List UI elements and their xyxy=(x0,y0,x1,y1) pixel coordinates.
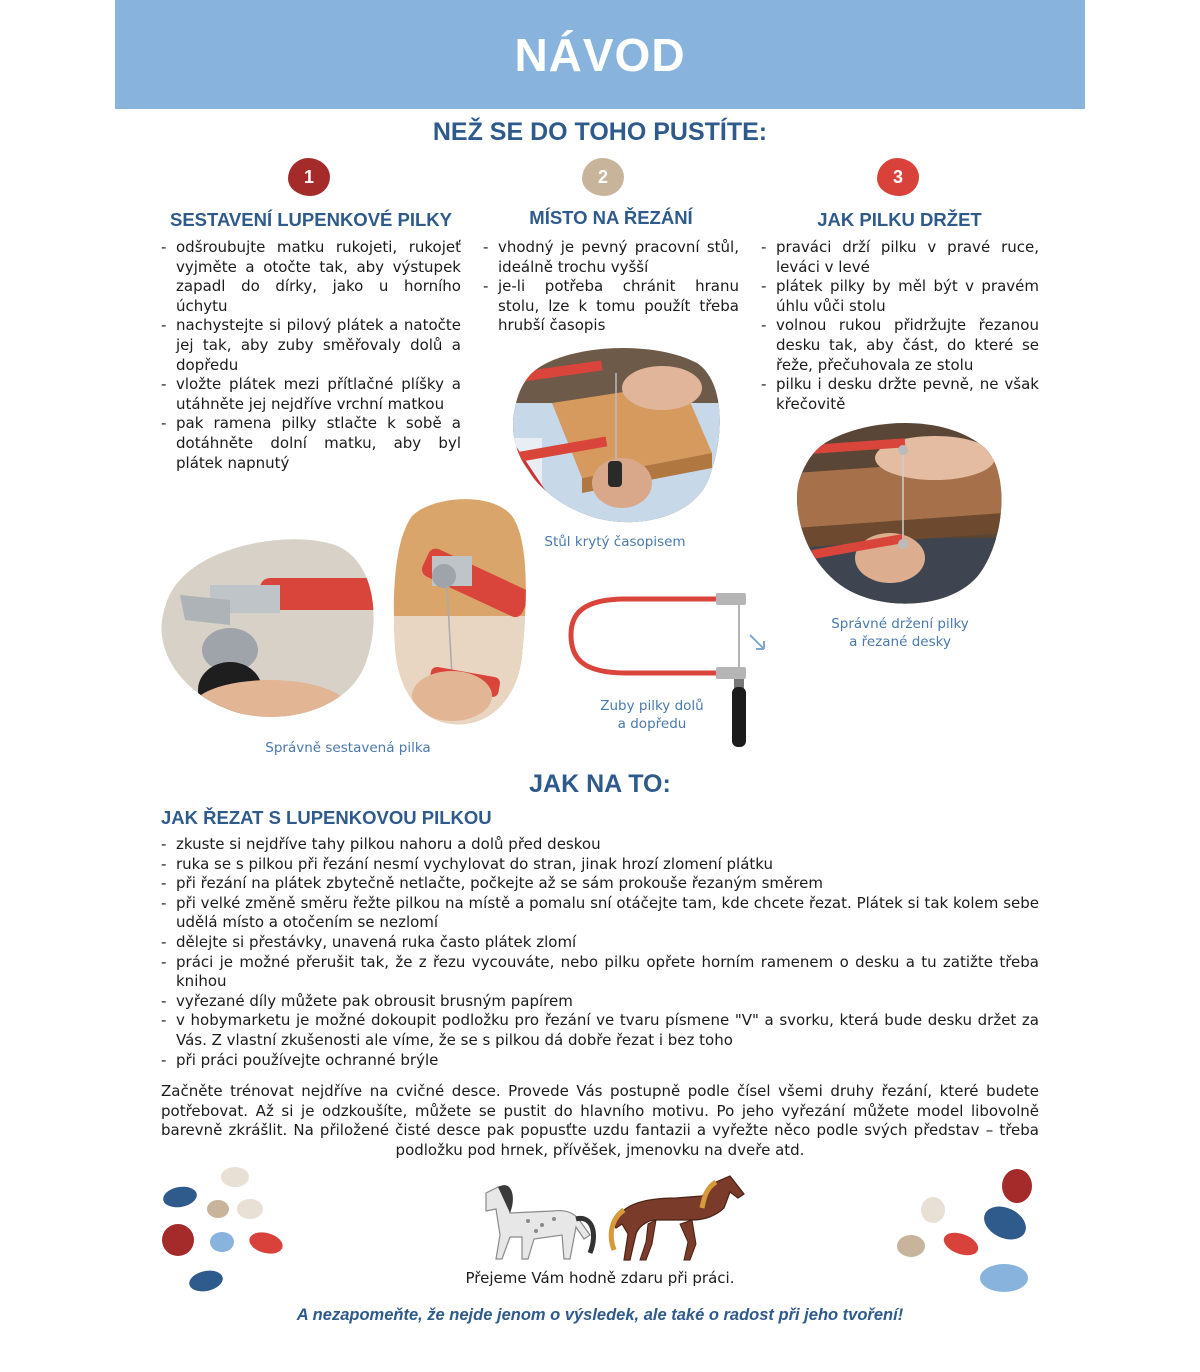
list-item: - při velké změně směru řežte pilkou na místě a pomalu sní otáčejte tam, kde chcete řezat. Plátek si tak kolem sebe udělá místo a otočením se nezlomí xyxy=(161,894,1039,933)
list-item: - odšroubujte matku rukojeti, rukojeť vyjměte a otočte tak, aby výstupek zapadl do dírky, jako u horního úchytu xyxy=(161,238,461,316)
caption-teeth-line-1: Zuby pilky dolů xyxy=(600,698,704,714)
caption-holding xyxy=(800,615,1000,651)
caption-holding-line-2: a řezané desky xyxy=(849,634,951,650)
step-2-list xyxy=(483,238,739,336)
step-3-list xyxy=(761,238,1039,414)
photo-saw-blade-mount xyxy=(392,496,527,726)
list-item: - pak ramena pilky stlačte k sobě a dotáhněte dolní matku, aby byl plátek napnutý xyxy=(161,414,461,473)
list-item: - pilku i desku držte pevně, ne však křečovitě xyxy=(761,375,1039,414)
list-item: - při práci používejte ochranné brýle xyxy=(161,1051,1039,1071)
howto-title: JAK NA TO: xyxy=(529,770,671,798)
intro-paragraph: Začněte trénovat nejdříve na cvičné desce. Provede Vás postupně podle čísel všemi druhy řezání, které budete potřebovat. Až si je odzkoušíte, můžete se pustit do hlavního motivu. Po jeho vyřezání můžete model libovolně barevně zkrášlit. Na přiložené čisté desce pak popusťte uzdu fantazii a vyřežte něco podle svých představ – třeba podložku pod hrnek, přívěšek, jmenovku na dveře atd. xyxy=(161,1082,1039,1159)
list-item: - volnou rukou přidržujte řezanou desku tak, aby část, do které se řeže, přečuhovala ze stolu xyxy=(761,316,1039,375)
page-title: NÁVOD xyxy=(514,28,686,81)
step-2-title: MÍSTO NA ŘEZÁNÍ xyxy=(529,207,693,228)
list-item: - ruka se s pilkou při řezání nesmí vychylovat do stran, jinak hrozí zlomení plátku xyxy=(161,855,1039,875)
header-banner xyxy=(115,0,1085,109)
list-item: - dělejte si přestávky, unavená ruka často plátek zlomí xyxy=(161,933,1039,953)
list-item: - zkuste si nejdříve tahy pilkou nahoru a dolů před deskou xyxy=(161,835,1039,855)
photo-table-magazine xyxy=(512,343,724,528)
list-item: - vhodný je pevný pracovní stůl, ideálně trochu vyšší xyxy=(483,238,739,277)
list-item: - v hobymarketu je možné dokoupit podložku pro řezání ve tvaru písmene "V" a svorku, která bude desku držet za Vás. Z vlastní zkušenosti ale víme, že se s pilkou dá dobře řezat i bez toho xyxy=(161,1011,1039,1050)
wish-text: Přejeme Vám hodně zdaru při práci. xyxy=(465,1269,735,1287)
step-3-title: JAK PILKU DRŽET xyxy=(817,209,982,230)
caption-teeth xyxy=(582,697,722,733)
list-item: - vyřezané díly můžete pak obrousit brusným papírem xyxy=(161,992,1039,1012)
list-item: - při řezání na plátek zbytečně netlačte, počkejte až se sám prokouše řezaným směrem xyxy=(161,874,1039,894)
step-1-list xyxy=(161,238,461,473)
step-2-badge: 2 xyxy=(582,158,624,196)
horse-spotted-illustration xyxy=(458,1175,598,1269)
photo-correct-holding xyxy=(795,418,1005,608)
caption-table: Stůl krytý časopisem xyxy=(544,534,686,550)
caption-holding-line-1: Správné držení pilky xyxy=(831,616,969,632)
list-item: - vložte plátek mezi přítlačné plíšky a utáhněte jej nejdříve vrchní matkou xyxy=(161,375,461,414)
howto-list xyxy=(161,835,1039,1070)
list-item: - je-li potřeba chránit hranu stolu, lze k tomu použít třeba hrubší časopis xyxy=(483,277,739,336)
caption-assembled: Správně sestavená pilka xyxy=(265,740,431,756)
intro-title: NEŽ SE DO TOHO PUSTÍTE: xyxy=(432,118,768,146)
list-item: - práci je možné přerušit tak, že z řezu vycouváte, nebo pilku opřete horním ramenem o desku a tu zatižte třeba knihou xyxy=(161,953,1039,992)
photo-saw-nut-closeup xyxy=(160,530,380,725)
closing-text: A nezapomeňte, že nejde jenom o výsledek, ale také o radost při jeho tvoření! xyxy=(296,1306,904,1324)
horse-brown-illustration xyxy=(606,1168,751,1270)
list-item: - nachystejte si pilový plátek a natočte jej tak, aby zuby směřovaly dolů a dopředu xyxy=(161,316,461,375)
list-item: - praváci drží pilku v pravé ruce, leváci v levé xyxy=(761,238,1039,277)
caption-teeth-line-2: a dopředu xyxy=(617,716,687,732)
step-1-badge: 1 xyxy=(288,158,330,196)
howto-subtitle: JAK ŘEZAT S LUPENKOVOU PILKOU xyxy=(161,807,492,828)
list-item: - plátek pilky by měl být v pravém úhlu vůči stolu xyxy=(761,277,1039,316)
step-1-title: SESTAVENÍ LUPENKOVÉ PILKY xyxy=(170,209,452,230)
direction-arrow-icon xyxy=(750,635,764,649)
step-3-badge: 3 xyxy=(877,158,919,196)
